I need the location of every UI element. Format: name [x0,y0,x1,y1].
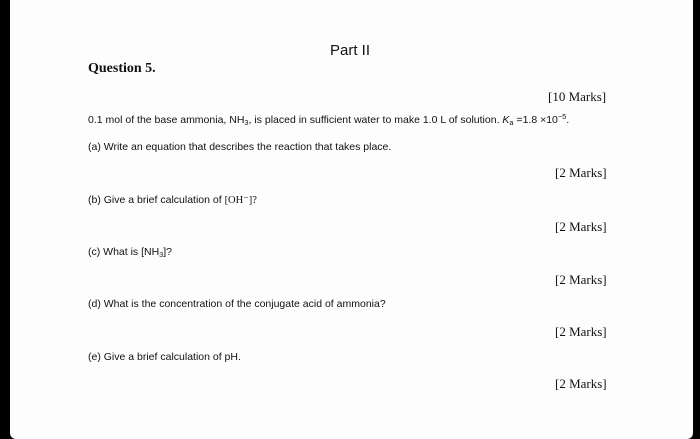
part-c-text [88,246,172,258]
part-b-marks: [2 Marks] [555,219,607,234]
part-a-text: (a) Write an equation that describes the reaction that takes place. [88,141,392,153]
part-d-text: (d) What is the concentration of the conjugate acid of ammonia? [88,298,386,310]
part-c-marks: [2 Marks] [555,272,607,287]
part-a-marks: [2 Marks] [555,165,607,180]
part-e-text: (e) Give a brief calculation of pH. [88,351,241,363]
intro-subscript: 3 [244,118,249,127]
part-b-label: (b) Give a brief calculation of [88,194,225,206]
part-d-marks: [2 Marks] [555,324,607,339]
question-label: Question 5. [88,61,156,76]
part-e-marks: [2 Marks] [555,376,607,391]
k-symbol: K [502,114,510,126]
part-c-label: (c) What is [NH [88,246,160,258]
part-c-end: ]? [163,246,173,258]
intro-end: . [566,114,570,126]
total-marks: [10 Marks] [548,89,607,104]
part-c-subscript: 3 [159,250,164,259]
intro-text-1: 0.1 mol of the base ammonia, NH [88,114,245,126]
k-exponent: −5 [557,112,567,121]
page-title: Part II [330,42,371,59]
k-subscript: a [509,118,514,127]
k-value: =1.8 ×10 [513,114,558,126]
question-intro [88,114,569,126]
intro-text-2: , is placed in sufficient water to make 1.0 L of solution. [248,114,503,126]
part-b-text [88,194,257,206]
document-page [10,0,693,439]
part-b-end: ? [252,195,257,206]
part-b-formula: [OH⁻] [224,195,253,206]
